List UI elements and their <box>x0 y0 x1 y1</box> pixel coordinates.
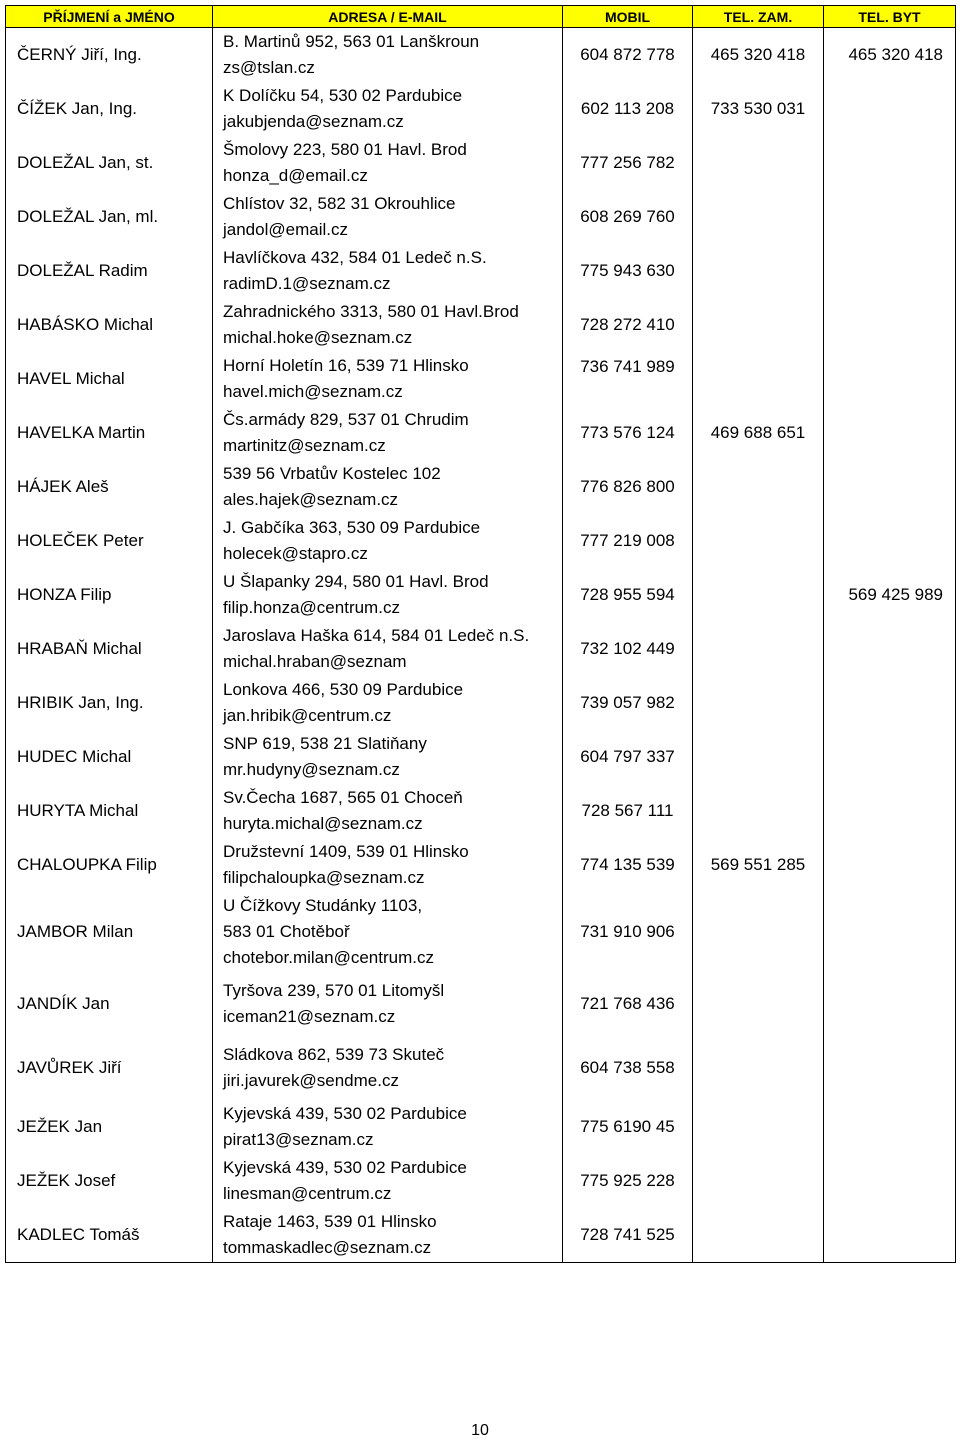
contact-address: Chlístov 32, 582 31 Okrouhlice <box>223 194 456 213</box>
contact-tel-home <box>824 730 956 784</box>
header-tel-home: TEL. BYT <box>824 6 956 28</box>
contact-address: Jaroslava Haška 614, 584 01 Ledeč n.S. <box>223 626 530 645</box>
table-row <box>6 190 956 244</box>
contact-email: jandol@email.cz <box>223 220 348 239</box>
contact-email: filip.honza@centrum.cz <box>223 598 400 617</box>
contact-address-line2: 583 01 Chotěboř <box>223 922 350 941</box>
contact-tel-home <box>824 514 956 568</box>
contact-name: JEŽEK Jan <box>6 1100 213 1154</box>
contact-tel-work <box>693 298 824 352</box>
table-row <box>6 298 956 352</box>
contact-address: 539 56 Vrbatův Kostelec 102 <box>223 464 441 483</box>
contact-address: Šmolovy 223, 580 01 Havl. Brod <box>223 140 467 159</box>
table-row <box>6 28 956 83</box>
contact-name: HRIBIK Jan, Ing. <box>6 676 213 730</box>
contact-email: radimD.1@seznam.cz <box>223 274 391 293</box>
contact-address-cell <box>213 730 563 784</box>
contact-tel-home <box>824 838 956 892</box>
contact-mobile: 736 741 989 <box>580 357 675 376</box>
contact-tel-home: 465 320 418 <box>824 28 956 83</box>
contact-tel-home <box>824 136 956 190</box>
contact-tel-work: 569 551 285 <box>693 838 824 892</box>
contacts-table <box>5 5 956 1263</box>
contact-tel-work <box>693 730 824 784</box>
table-row <box>6 838 956 892</box>
contact-name: HOLEČEK Peter <box>6 514 213 568</box>
contact-address-cell <box>213 244 563 298</box>
contact-tel-home <box>824 352 956 406</box>
contact-tel-home <box>824 1154 956 1208</box>
contact-address: Družstevní 1409, 539 01 Hlinsko <box>223 842 469 861</box>
contact-tel-work <box>693 1154 824 1208</box>
contact-address: Zahradnického 3313, 580 01 Havl.Brod <box>223 302 519 321</box>
contact-tel-home <box>824 1100 956 1154</box>
contact-tel-home <box>824 676 956 730</box>
contact-tel-home <box>824 190 956 244</box>
contact-tel-home <box>824 406 956 460</box>
contact-email: filipchaloupka@seznam.cz <box>223 868 425 887</box>
contact-mobile: 728 741 525 <box>563 1208 693 1263</box>
contact-address: Tyršova 239, 570 01 Litomyšl <box>223 981 445 1000</box>
contact-mobile: 732 102 449 <box>563 622 693 676</box>
contact-address: Havlíčkova 432, 584 01 Ledeč n.S. <box>223 248 487 267</box>
contact-mobile: 604 872 778 <box>563 28 693 83</box>
contact-tel-home <box>824 460 956 514</box>
contact-tel-home <box>824 622 956 676</box>
contact-address-cell <box>213 136 563 190</box>
table-row <box>6 972 956 1036</box>
contact-address-cell <box>213 622 563 676</box>
contact-name: KADLEC Tomáš <box>6 1208 213 1263</box>
contact-address-cell <box>213 568 563 622</box>
contact-mobile: 604 797 337 <box>563 730 693 784</box>
contact-mobile: 775 943 630 <box>563 244 693 298</box>
contact-name: JEŽEK Josef <box>6 1154 213 1208</box>
contact-name: CHALOUPKA Filip <box>6 838 213 892</box>
contact-email: chotebor.milan@centrum.cz <box>223 948 434 967</box>
contact-tel-work <box>693 190 824 244</box>
contact-mobile: 776 826 800 <box>563 460 693 514</box>
contact-address: Lonkova 466, 530 09 Pardubice <box>223 680 464 699</box>
contact-tel-home: 569 425 989 <box>824 568 956 622</box>
contact-email: michal.hraban@seznam <box>223 652 407 671</box>
contact-email: holecek@stapro.cz <box>223 544 368 563</box>
contact-tel-work <box>693 1208 824 1263</box>
contact-address-cell <box>213 460 563 514</box>
contact-address-cell <box>213 892 563 972</box>
contact-tel-home <box>824 972 956 1036</box>
contact-tel-work <box>693 568 824 622</box>
contact-tel-work <box>693 892 824 972</box>
contact-tel-home <box>824 1208 956 1263</box>
contact-name: HÁJEK Aleš <box>6 460 213 514</box>
contact-tel-work <box>693 244 824 298</box>
contact-tel-home <box>824 892 956 972</box>
contact-email: mr.hudyny@seznam.cz <box>223 760 400 779</box>
contact-mobile: 773 576 124 <box>563 406 693 460</box>
contact-tel-home <box>824 244 956 298</box>
contact-address: U Šlapanky 294, 580 01 Havl. Brod <box>223 572 489 591</box>
contact-email: ales.hajek@seznam.cz <box>223 490 399 509</box>
contact-mobile: 728 955 594 <box>563 568 693 622</box>
contact-address-cell <box>213 190 563 244</box>
contact-name: HUDEC Michal <box>6 730 213 784</box>
contact-tel-work <box>693 352 824 406</box>
contact-address: Kyjevská 439, 530 02 Pardubice <box>223 1104 467 1123</box>
contact-mobile: 604 738 558 <box>563 1036 693 1100</box>
contact-address-cell <box>213 784 563 838</box>
contact-tel-work: 733 530 031 <box>693 82 824 136</box>
contact-address-cell <box>213 406 563 460</box>
contact-name: HABÁSKO Michal <box>6 298 213 352</box>
contact-mobile: 608 269 760 <box>563 190 693 244</box>
contact-mobile-cell <box>563 352 693 406</box>
contact-address: Sv.Čecha 1687, 565 01 Choceň <box>223 788 463 807</box>
contact-mobile: 739 057 982 <box>563 676 693 730</box>
contact-address: SNP 619, 538 21 Slatiňany <box>223 734 427 753</box>
contact-mobile: 728 567 111 <box>563 784 693 838</box>
contact-name: ČÍŽEK Jan, Ing. <box>6 82 213 136</box>
contact-name: HAVELKA Martin <box>6 406 213 460</box>
contact-address: J. Gabčíka 363, 530 09 Pardubice <box>223 518 481 537</box>
contact-address-cell <box>213 972 563 1036</box>
contact-email: pirat13@seznam.cz <box>223 1130 374 1149</box>
contact-tel-work <box>693 1100 824 1154</box>
contact-mobile: 777 219 008 <box>563 514 693 568</box>
contact-address-cell <box>213 838 563 892</box>
contact-tel-home <box>824 298 956 352</box>
contact-tel-work: 465 320 418 <box>693 28 824 83</box>
table-row <box>6 730 956 784</box>
contact-tel-work <box>693 972 824 1036</box>
table-row <box>6 406 956 460</box>
contact-email: huryta.michal@seznam.cz <box>223 814 423 833</box>
table-row <box>6 460 956 514</box>
table-row <box>6 1100 956 1154</box>
contact-mobile: 602 113 208 <box>563 82 693 136</box>
contact-email: iceman21@seznam.cz <box>223 1007 396 1026</box>
contact-tel-home <box>824 784 956 838</box>
contact-name: DOLEŽAL Radim <box>6 244 213 298</box>
contact-email: jiri.javurek@sendme.cz <box>223 1071 399 1090</box>
contact-mobile: 721 768 436 <box>563 972 693 1036</box>
table-row <box>6 892 956 972</box>
contact-address-cell <box>213 1208 563 1263</box>
contact-email: zs@tslan.cz <box>223 58 315 77</box>
contact-email: jan.hribik@centrum.cz <box>223 706 392 725</box>
table-row <box>6 676 956 730</box>
header-name: PŘÍJMENÍ a JMÉNO <box>6 6 213 28</box>
contact-address: Kyjevská 439, 530 02 Pardubice <box>223 1158 467 1177</box>
contact-address: B. Martinů 952, 563 01 Lanškroun <box>223 32 480 51</box>
contact-address: Horní Holetín 16, 539 71 Hlinsko <box>223 356 469 375</box>
contact-tel-home <box>824 1036 956 1100</box>
contact-tel-home <box>824 82 956 136</box>
contact-email: honza_d@email.cz <box>223 166 368 185</box>
contact-mobile: 731 910 906 <box>563 892 693 972</box>
table-row <box>6 82 956 136</box>
contact-address-cell <box>213 298 563 352</box>
contact-name: DOLEŽAL Jan, st. <box>6 136 213 190</box>
contact-address: Rataje 1463, 539 01 Hlinsko <box>223 1212 437 1231</box>
table-row <box>6 784 956 838</box>
contact-email: tommaskadlec@seznam.cz <box>223 1238 432 1257</box>
contact-email: linesman@centrum.cz <box>223 1184 392 1203</box>
contact-address: Sládkova 862, 539 73 Skuteč <box>223 1045 445 1064</box>
contact-address-cell <box>213 28 563 83</box>
contact-address-cell <box>213 514 563 568</box>
table-row <box>6 1208 956 1263</box>
contact-tel-work <box>693 1036 824 1100</box>
contact-email: michal.hoke@seznam.cz <box>223 328 413 347</box>
contact-name: HURYTA Michal <box>6 784 213 838</box>
contact-tel-work <box>693 784 824 838</box>
contact-address: Čs.armády 829, 537 01 Chrudim <box>223 410 469 429</box>
contact-email: havel.mich@seznam.cz <box>223 382 403 401</box>
header-address: ADRESA / E-MAIL <box>213 6 563 28</box>
contact-address: U Čížkovy Studánky 1103, <box>223 896 423 915</box>
contact-tel-work: 469 688 651 <box>693 406 824 460</box>
table-row <box>6 1154 956 1208</box>
contact-mobile: 775 925 228 <box>563 1154 693 1208</box>
contact-address-cell <box>213 676 563 730</box>
header-tel-work: TEL. ZAM. <box>693 6 824 28</box>
contact-name: DOLEŽAL Jan, ml. <box>6 190 213 244</box>
contact-name: JANDÍK Jan <box>6 972 213 1036</box>
contact-tel-work <box>693 676 824 730</box>
contact-address-cell <box>213 1036 563 1100</box>
contact-address-cell <box>213 1154 563 1208</box>
table-row <box>6 622 956 676</box>
contact-name: JAMBOR Milan <box>6 892 213 972</box>
contact-name: HAVEL Michal <box>6 352 213 406</box>
table-row <box>6 514 956 568</box>
contact-tel-work <box>693 514 824 568</box>
contact-mobile: 774 135 539 <box>563 838 693 892</box>
contact-address-cell <box>213 82 563 136</box>
table-row <box>6 568 956 622</box>
contact-tel-work <box>693 622 824 676</box>
contact-mobile: 775 6190 45 <box>563 1100 693 1154</box>
table-row <box>6 1036 956 1100</box>
header-mobile: MOBIL <box>563 6 693 28</box>
table-row <box>6 136 956 190</box>
page-number: 10 <box>471 1422 489 1439</box>
contact-name: JAVŮREK Jiří <box>6 1036 213 1100</box>
table-header-row <box>6 6 956 28</box>
contact-tel-work <box>693 460 824 514</box>
table-row <box>6 352 956 406</box>
contact-address: K Dolíčku 54, 530 02 Pardubice <box>223 86 463 105</box>
contact-address-cell <box>213 352 563 406</box>
contact-address-cell <box>213 1100 563 1154</box>
contact-tel-work <box>693 136 824 190</box>
contact-name: ČERNÝ Jiří, Ing. <box>6 28 213 83</box>
contact-name: HRABAŇ Michal <box>6 622 213 676</box>
contact-email: martinitz@seznam.cz <box>223 436 386 455</box>
contact-name: HONZA Filip <box>6 568 213 622</box>
contact-mobile: 728 272 410 <box>563 298 693 352</box>
contact-email: jakubjenda@seznam.cz <box>223 112 404 131</box>
contact-mobile: 777 256 782 <box>563 136 693 190</box>
table-row <box>6 244 956 298</box>
